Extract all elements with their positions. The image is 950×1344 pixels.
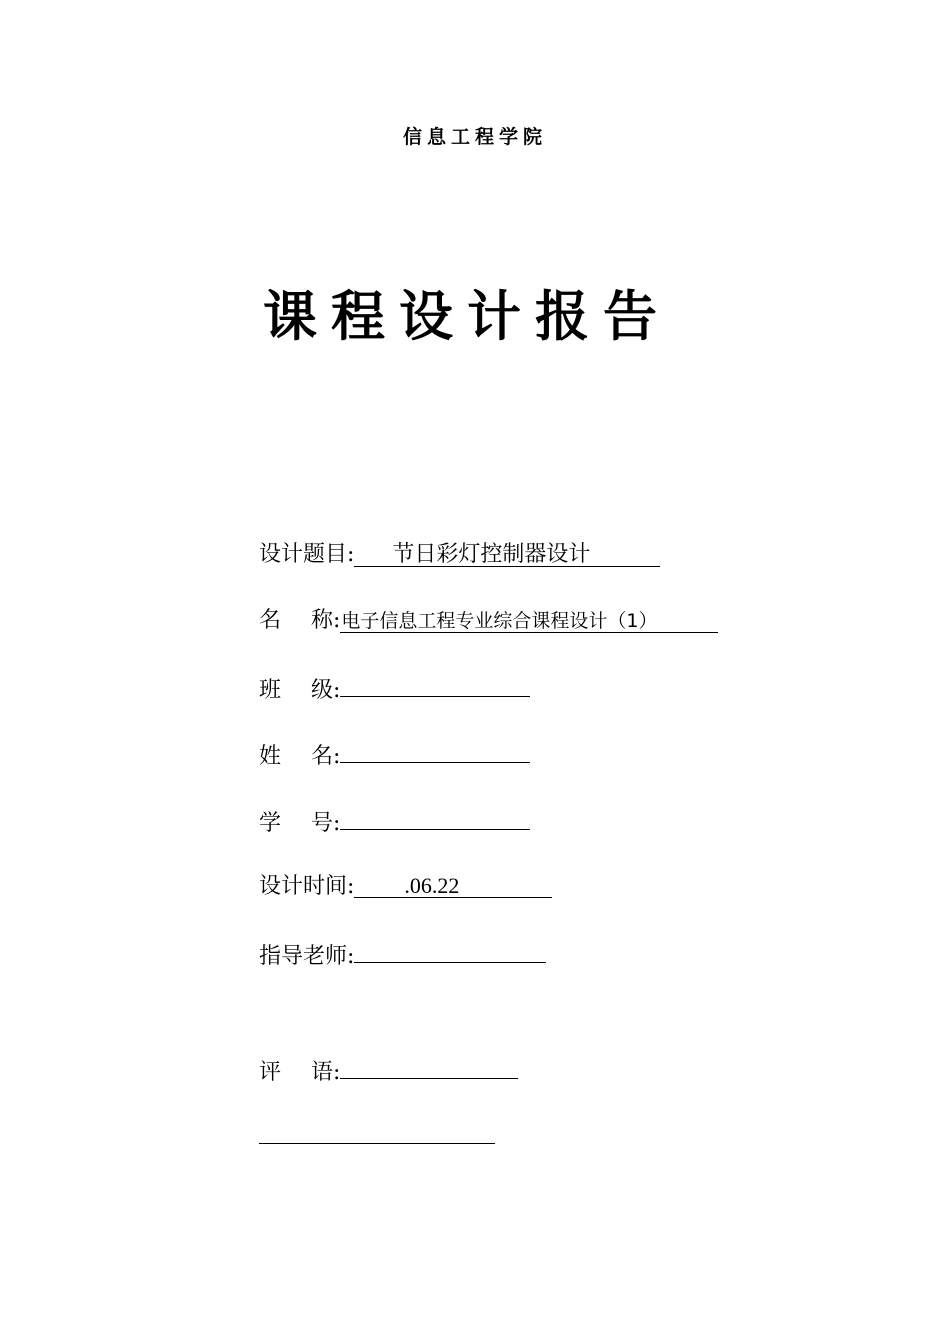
- comment-value: [340, 1054, 518, 1079]
- class-value: [340, 672, 530, 697]
- design-time-label: 设计时间:: [259, 874, 355, 899]
- comment-continuation-line: [259, 1143, 495, 1144]
- report-title: 课程设计报告: [263, 285, 671, 348]
- student-id-label: 学 号:: [259, 811, 341, 836]
- design-time-value: .06.22: [354, 874, 552, 898]
- name-value: [340, 738, 530, 763]
- name-label: 姓 名:: [259, 744, 341, 769]
- topic-label: 设计题目:: [259, 542, 355, 567]
- field-name: [259, 738, 530, 772]
- field-topic: [259, 540, 660, 570]
- field-class: [259, 672, 530, 706]
- field-course: [259, 606, 718, 636]
- advisor-value: [354, 938, 546, 963]
- topic-value: 节日彩灯控制器设计: [354, 543, 660, 567]
- comment-label: 评 语:: [259, 1060, 341, 1085]
- institute-name: 信息工程学院: [402, 126, 547, 148]
- student-id-value: [340, 805, 530, 830]
- field-comment: [259, 1054, 518, 1088]
- course-label: 名 称:: [259, 608, 341, 633]
- field-design-time: [259, 872, 552, 902]
- field-student-id: [259, 805, 530, 839]
- advisor-label: 指导老师:: [259, 944, 355, 969]
- field-advisor: [259, 938, 546, 972]
- class-label: 班 级:: [259, 678, 341, 703]
- course-value: 电子信息工程专业综合课程设计（1）: [340, 609, 718, 633]
